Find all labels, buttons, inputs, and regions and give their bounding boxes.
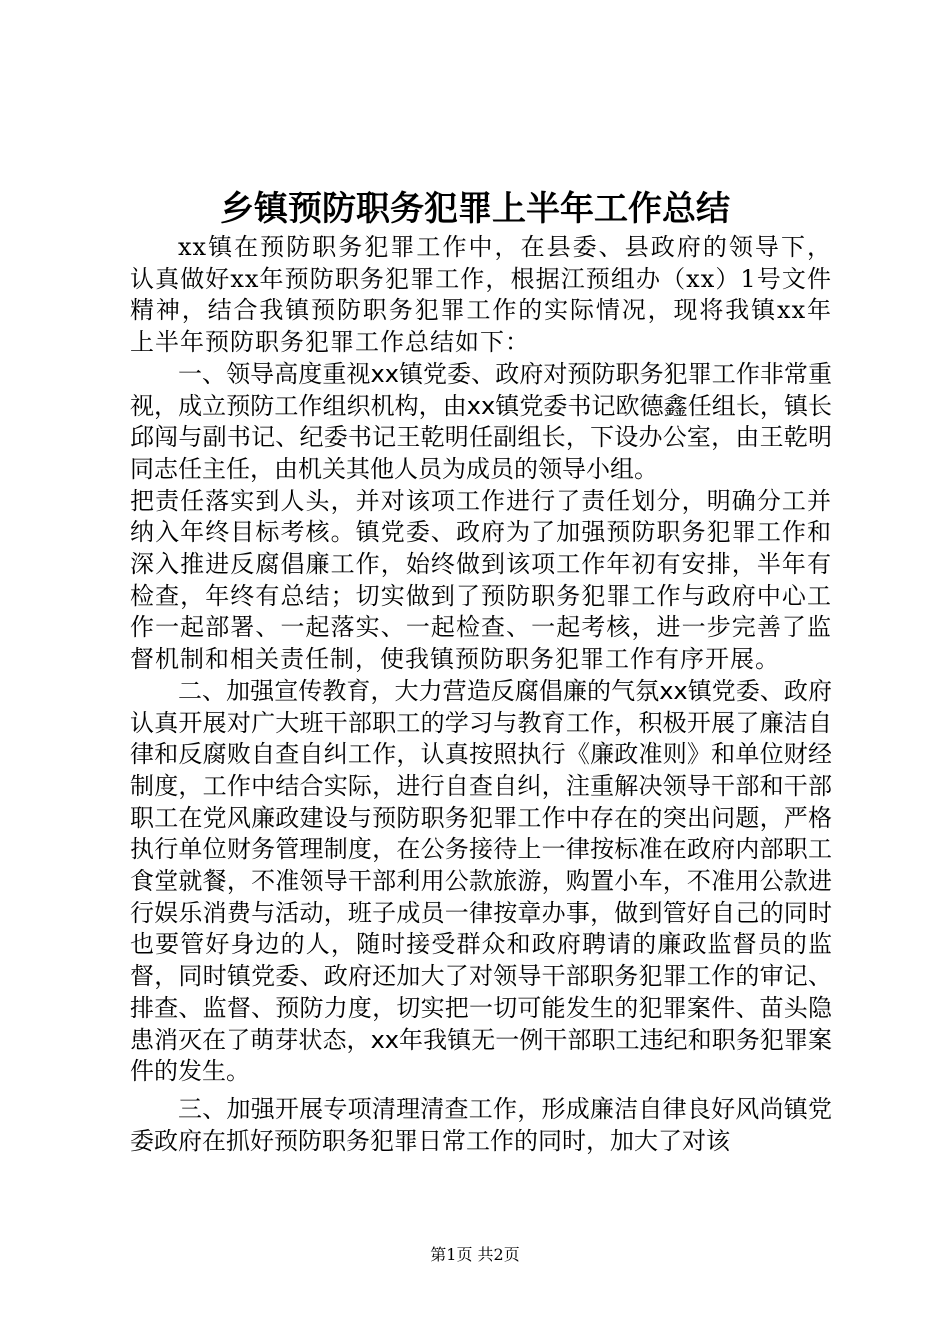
paragraph-section-1-continued: 把责任落实到人头，并对该项工作进行了责任划分，明确分工并纳入年终目标考核。镇党委、政府为了加强预防职务犯罪工作和深入推进反腐倡廉工作，始终做到该项工作年初有安排，半年有检查，年终有总结；切实做到了预防职务犯罪工作与政府中心工作一起部署、一起落实、一起检查、一起考核，进一步完善了监督机制和相关责任制，使我镇预防职务犯罪工作有序开展。	[130, 486, 832, 674]
document-body	[130, 232, 832, 1157]
page-number-footer: 第1页 共2页	[430, 1245, 520, 1264]
paragraph-section-1: 一、领导高度重视xx镇党委、政府对预防职务犯罪工作非常重视，成立预防工作组织机构，由xx镇党委书记欧德鑫任组长，镇长邱闯与副书记、纪委书记王乾明任副组长，下设办公室，由王乾明同志任主任，由机关其他人员为成员的领导小组。	[130, 359, 832, 483]
paragraph-intro: xx镇在预防职务犯罪工作中，在县委、县政府的领导下，认真做好xx年预防职务犯罪工作，根据江预组办（xx）1号文件精神，结合我镇预防职务犯罪工作的实际情况，现将我镇xx年上半年预防职务犯罪工作总结如下：	[130, 233, 832, 357]
paragraph-section-2: 二、加强宣传教育，大力营造反腐倡廉的气氛xx镇党委、政府认真开展对广大班干部职工的学习与教育工作，积极开展了廉洁自律和反腐败自查自纠工作，认真按照执行《廉政准则》和单位财经制度，工作中结合实际，进行自查自纠，注重解决领导干部和干部职工在党风廉政建设与预防职务犯罪工作中存在的突出问题，严格执行单位财务管理制度，在公务接待上一律按标准在政府内部职工食堂就餐，不准领导干部利用公款旅游，购置小车，不准用公款进行娱乐消费与活动，班子成员一律按章办事，做到管好自己的同时也要管好身边的人，随时接受群众和政府聘请的廉政监督员的监督，同时镇党委、政府还加大了对领导干部职务犯罪工作的审记、排查、监督、预防力度，切实把一切可能发生的犯罪案件、苗头隐患消灭在了萌芽状态，xx年我镇无一例干部职工违纪和职务犯罪案件的发生。	[130, 676, 832, 1086]
document-title: 乡镇预防职务犯罪上半年工作总结	[220, 189, 730, 229]
paragraph-section-3: 三、加强开展专项清理清查工作，形成廉洁自律良好风尚镇党委政府在抓好预防职务犯罪日常工作的同时，加大了对该	[130, 1094, 832, 1155]
